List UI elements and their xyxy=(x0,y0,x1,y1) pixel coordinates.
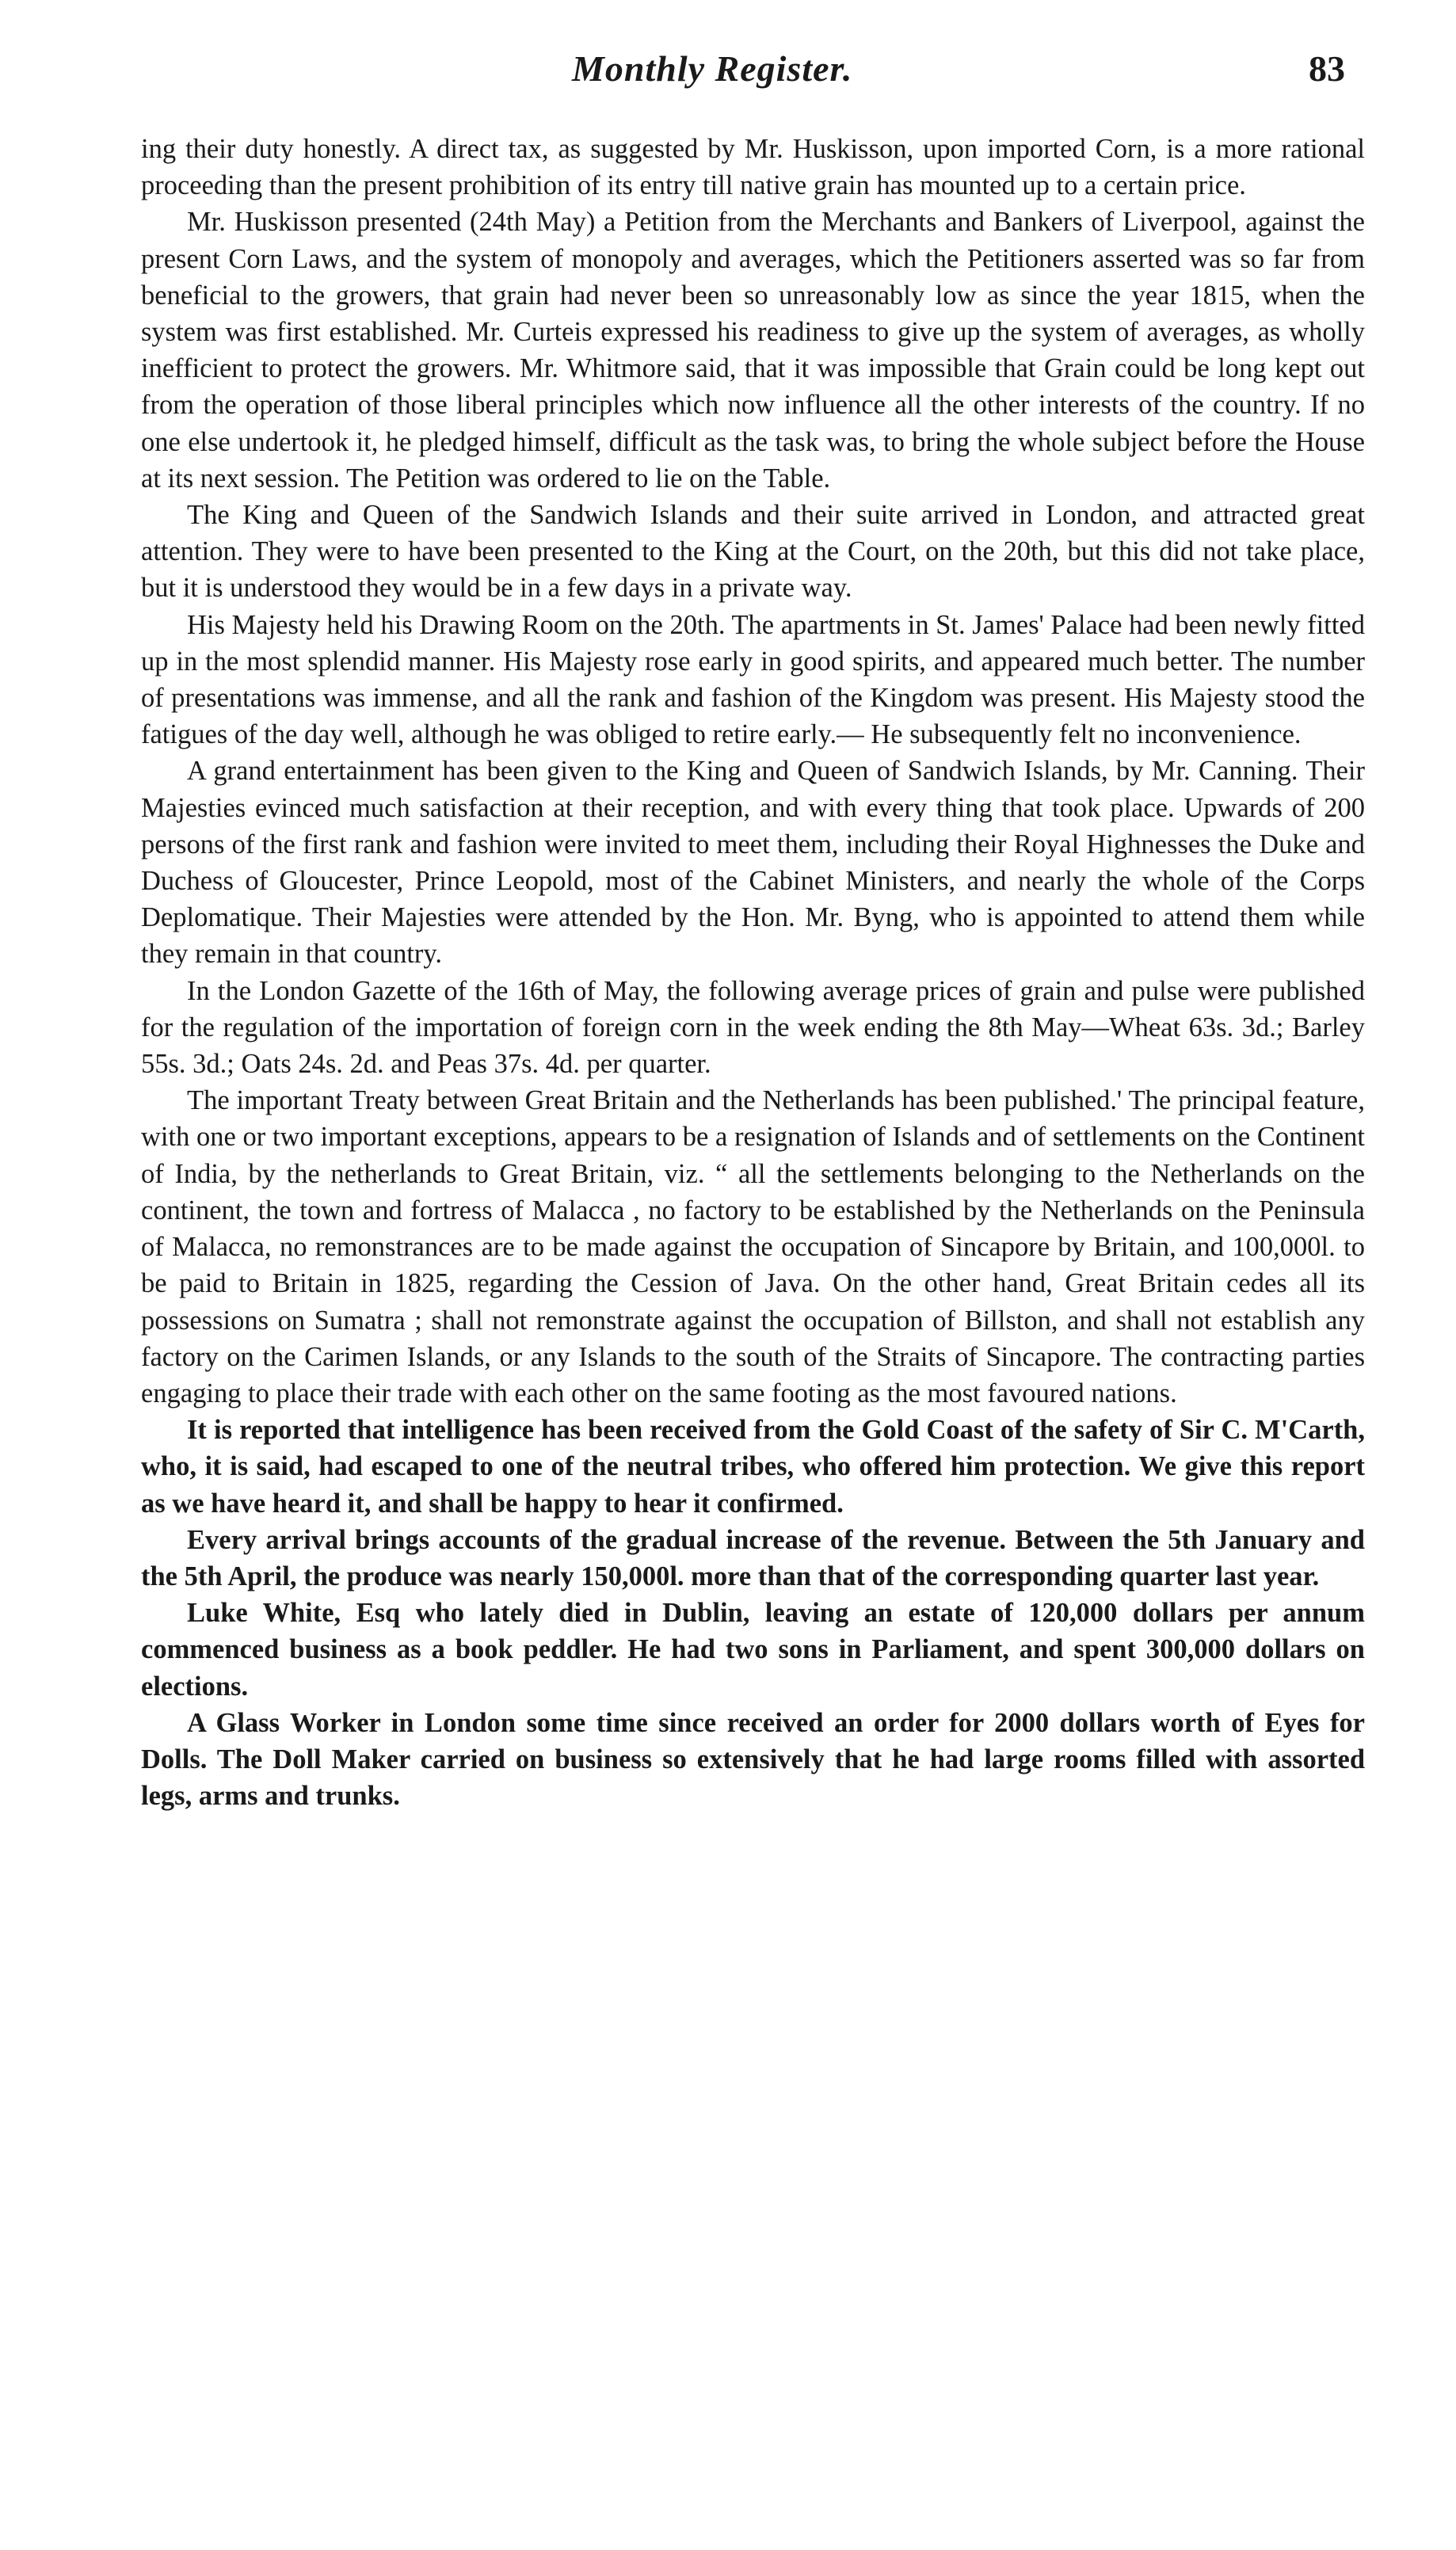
paragraph-gazette-grain-prices: In the London Gazette of the 16th of May, the following average prices of grain and pulse were published for the regulation of the importation of foreign corn in the week ending the 8th May—Wheat 63s. 3d.; Barley 55s. 3d.; Oats 24s. 2d. and Peas 37s. 4d. per quarter. xyxy=(141,975,1365,1080)
paragraph-sandwich-islands-arrival: The King and Queen of the Sandwich Islands and their suite arrived in London, and attracted great attention. They were to have been presented to the King at the Court, on the 20th, but this did not take place, but it is understood they would be in a few days in a private way. xyxy=(141,500,1365,604)
page-header xyxy=(0,48,1456,95)
paragraph-corn-tax: ing their duty honestly. A direct tax, as suggested by Mr. Huskisson, upon imported Corn, is a more rational proceeding than the present prohibition of its entry till native grain has mounted up to a certain price. xyxy=(141,134,1365,201)
paragraph-canning-entertainment: A grand entertainment has been given to the King and Queen of Sandwich Islands, by Mr. Canning. Their Majesties evinced much satisfaction at their reception, and with every thing that took place. Upwards of 200 persons of the first rank and fashion were invited to meet them, including their Royal Highnesses the Duke and Duchess of Gloucester, Prince Leopold, most of the Cabinet Ministers, and nearly the whole of the Corps Deplomatique. Their Majesties were attended by the Hon. Mr. Byng, who is appointed to attend them while they remain in that country. xyxy=(141,756,1365,970)
page-number: 83 xyxy=(1309,48,1345,89)
paragraph-revenue-increase: Every arrival brings accounts of the gradual increase of the revenue. Between the 5th January and the 5th April, the produce was nearly 150,000l. more than that of the corresponding quarter last year. xyxy=(141,1524,1365,1591)
running-title: Monthly Register. xyxy=(572,48,853,89)
article-body xyxy=(141,131,1365,1814)
paragraph-drawing-room: His Majesty held his Drawing Room on the 20th. The apartments in St. James' Palace had been newly fitted up in the most splendid manner. His Majesty rose early in good spirits, and appeared much better. The number of presentations was immense, and all the rank and fashion of the Kingdom was present. His Majesty stood the fatigues of the day well, although he was obliged to retire early.— He subsequently felt no inconvenience. xyxy=(141,609,1365,750)
paragraph-netherlands-treaty: The important Treaty between Great Britain and the Netherlands has been published.' The principal feature, with one or two important exceptions, appears to be a resignation of Islands and of settlements on the Continent of India, by the netherlands to Great Britain, viz. “ all the settlements belonging to the Netherlands on the continent, the town and fortress of Malacca , no factory to be established by the Netherlands on the Peninsula of Malacca, no remonstrances are to be made against the occupation of Sincapore by Britain, and 100,000l. to be paid to Britain in 1825, regarding the Cession of Java. On the other hand, Great Britain cedes all its possessions on Sumatra ; shall not remonstrate against the occupation of Billston, and shall not establish any factory on the Carimen Islands, or any Islands to the south of the Straits of Sincapore. The contracting parties engaging to place their trade with each other on the same footing as the most favoured nations. xyxy=(141,1085,1365,1408)
paragraph-gold-coast-report: It is reported that intelligence has been received from the Gold Coast of the safety of Sir C. M'Carth, who, it is said, had escaped to one of the neutral tribes, who offered him protection. We give this report as we have heard it, and shall be happy to hear it confirmed. xyxy=(141,1415,1365,1519)
paragraph-luke-white: Luke White, Esq who lately died in Dublin, leaving an estate of 120,000 dollars per annum commenced business as a book peddler. He had two sons in Parliament, and spent 300,000 dollars on elections. xyxy=(141,1598,1365,1702)
paragraph-glass-worker: A Glass Worker in London some time since received an order for 2000 dollars worth of Eyes for Dolls. The Doll Maker carried on business so extensively that he had large rooms filled with assorted legs, arms and trunks. xyxy=(141,1707,1365,1812)
paragraph-liverpool-petition: Mr. Huskisson presented (24th May) a Petition from the Merchants and Bankers of Liverpool, against the present Corn Laws, and the system of monopoly and averages, which the Petitioners asserted was so far from beneficial to the growers, that grain had never been so unreasonably low as since the year 1815, when the system was first established. Mr. Curteis expressed his readiness to give up the system of averages, as wholly inefficient to protect the growers. Mr. Whitmore said, that it was impossible that Grain could be long kept out from the operation of those liberal principles which now influence all the other interests of the country. If no one else undertook it, he pledged himself, difficult as the task was, to bring the whole subject before the House at its next session. The Petition was ordered to lie on the Table. xyxy=(141,207,1365,494)
